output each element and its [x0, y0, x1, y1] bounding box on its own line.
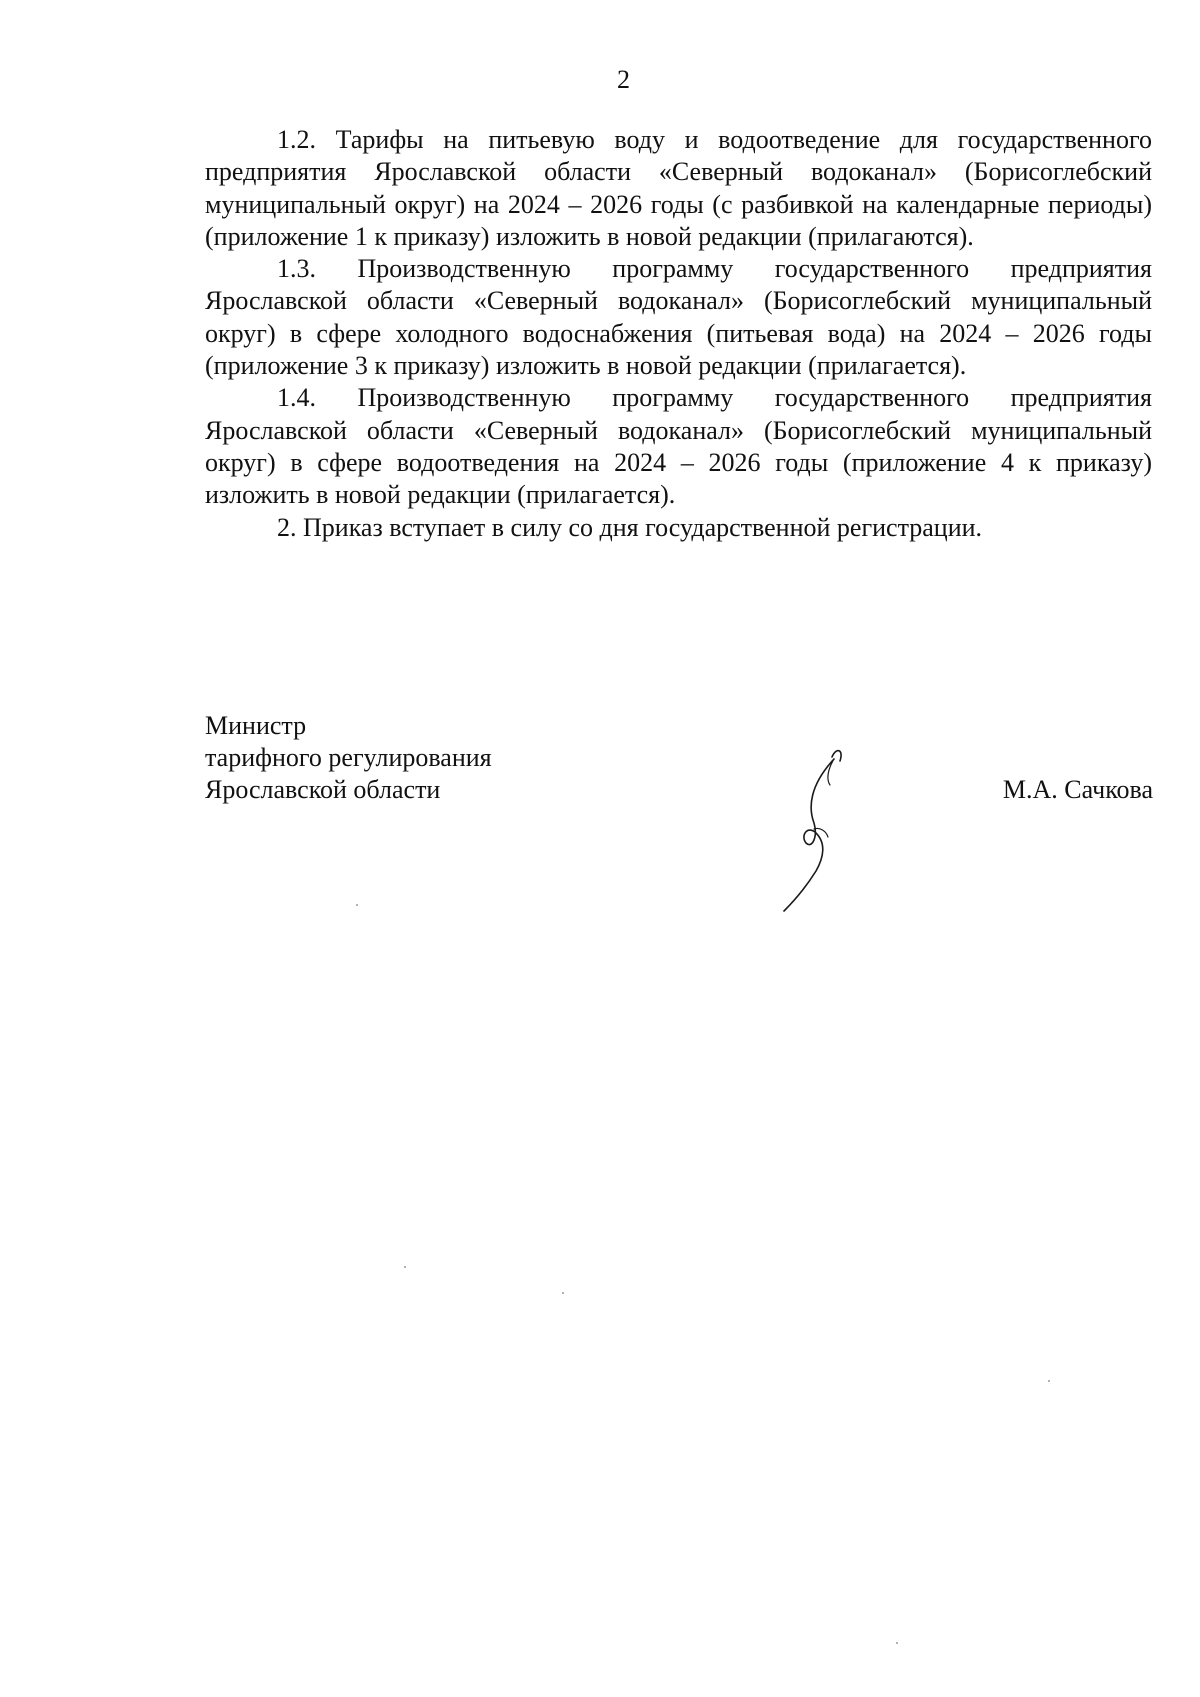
paragraph-1-2: 1.2. Тарифы на питьевую воду и водоотведение для государственного предприятия Ярославской области «Северный водоканал» (Борисоглебский муниципальный округ) на 2024 – 2026 годы (с разбивкой на календарные периоды) (приложение 1 к приказу) изложить в новой редакции (прилагаются). — [205, 125, 1152, 251]
position-line-department: тарифного регулирования — [205, 743, 492, 772]
paragraph-2: 2. Приказ вступает в силу со дня государственной регистрации. — [277, 512, 983, 542]
scan-speck — [896, 1642, 898, 1644]
scan-speck — [404, 1266, 406, 1268]
page-number: 2 — [617, 65, 630, 94]
signatory-position — [205, 710, 492, 806]
paragraph-1-3: 1.3. Производственную программу государственного предприятия Ярославской области «Северный водоканал» (Борисоглебский муниципальный округ) в сфере холодного водоснабжения (питьевая вода) на 2024 – 2026 годы (приложение 3 к приказу) изложить в новой редакции (прилагается). — [205, 254, 1152, 381]
document-body — [205, 124, 1152, 544]
scan-speck — [562, 1292, 564, 1294]
handwritten-signature-icon — [770, 745, 880, 915]
position-line-minister: Министр — [205, 711, 307, 740]
paragraph-1-4: 1.4. Производственную программу государственного предприятия Ярославской области «Северный водоканал» (Борисоглебский муниципальный округ) в сфере водоотведения на 2024 – 2026 годы (приложение 4 к приказу) изложить в новой редакции (прилагается). — [205, 383, 1152, 510]
scan-speck — [356, 904, 358, 906]
position-line-region: Ярославской области — [205, 775, 441, 804]
scan-speck — [1048, 1380, 1050, 1382]
signer-name: М.А. Сачкова — [1002, 775, 1153, 804]
